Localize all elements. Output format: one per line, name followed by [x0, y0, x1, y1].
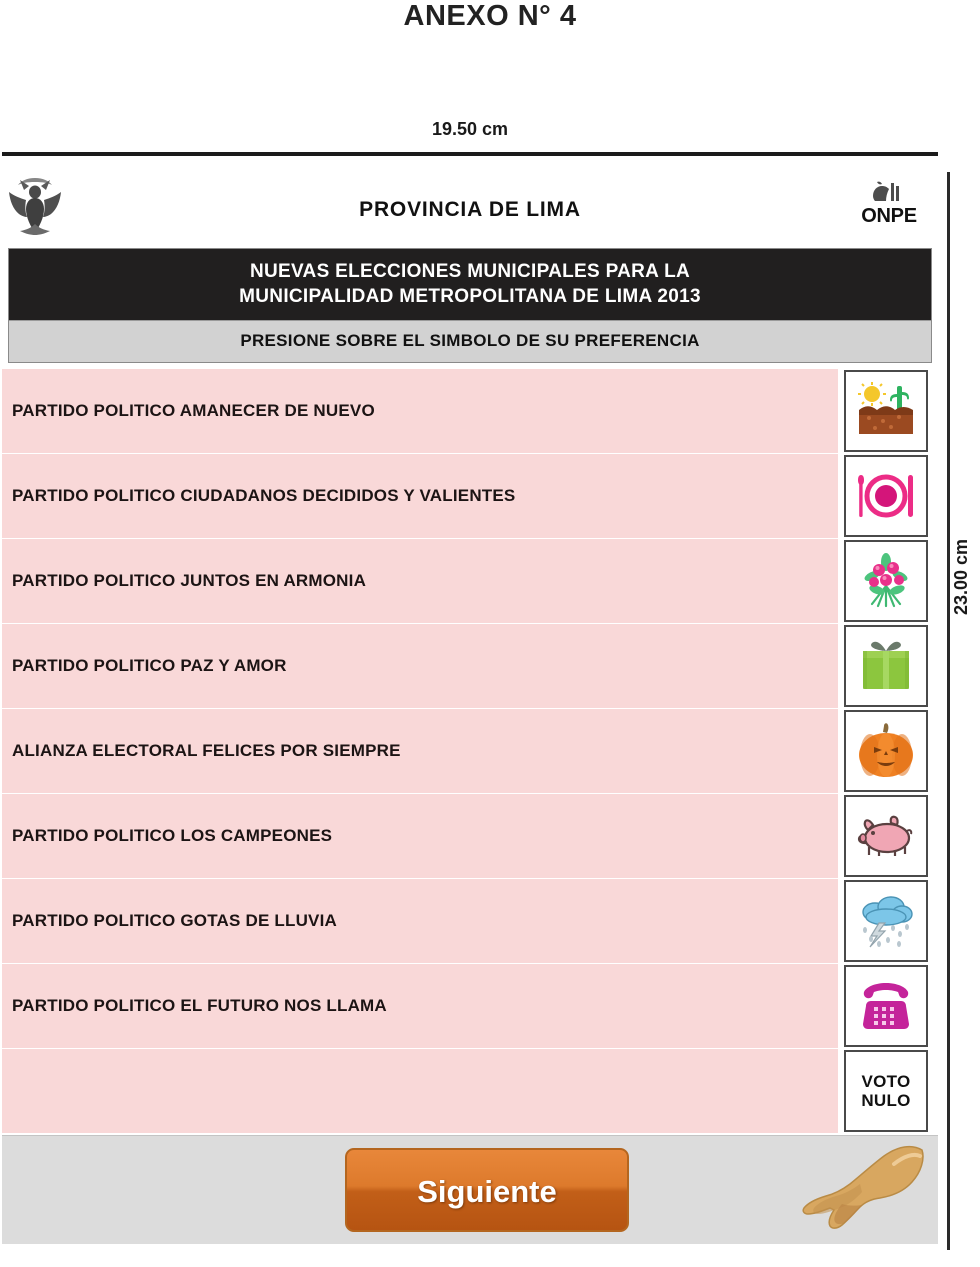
party-symbol-button[interactable] — [844, 625, 928, 707]
election-title-banner — [9, 249, 931, 320]
gift-box-icon — [855, 637, 917, 695]
party-name: PARTIDO POLITICO PAZ Y AMOR — [2, 624, 838, 708]
party-name: PARTIDO POLITICO CIUDADANOS DECIDIDOS Y VALIENTES — [2, 454, 838, 538]
action-bar — [2, 1135, 938, 1244]
pig-icon — [855, 807, 917, 865]
height-dimension-label: 23.00 cm — [951, 538, 971, 615]
party-row[interactable] — [2, 539, 938, 623]
plate-cutlery-icon — [855, 467, 917, 525]
party-list — [2, 369, 938, 1133]
party-symbol-button[interactable] — [844, 795, 928, 877]
onpe-wordmark: ONPE — [861, 205, 917, 227]
next-button[interactable]: Siguiente — [345, 1148, 629, 1232]
instruction-banner: PRESIONE SOBRE EL SIMBOLO DE SU PREFERENCIA — [9, 320, 931, 362]
ballot-header — [2, 168, 938, 248]
party-name: PARTIDO POLITICO LOS CAMPEONES — [2, 794, 838, 878]
rain-cloud-icon — [855, 892, 917, 950]
party-row[interactable] — [2, 369, 938, 453]
election-title-line-1: NUEVAS ELECCIONES MUNICIPALES PARA LA — [249, 261, 691, 282]
onpe-logo-icon — [869, 180, 909, 206]
null-vote-row[interactable] — [2, 1049, 938, 1133]
party-name — [2, 1049, 838, 1133]
party-row[interactable] — [2, 454, 938, 538]
page-title: ANEXO N° 4 — [403, 0, 577, 32]
party-symbol-button[interactable] — [844, 540, 928, 622]
party-row[interactable] — [2, 879, 938, 963]
pointing-hand-icon — [744, 1142, 934, 1242]
height-dimension-line — [947, 172, 950, 1250]
party-name: PARTIDO POLITICO EL FUTURO NOS LLAMA — [2, 964, 838, 1048]
ballot-banner — [8, 248, 932, 363]
sunrise-field-icon — [855, 382, 917, 440]
province-title: PROVINCIA DE LIMA — [359, 198, 581, 221]
party-name: ALIANZA ELECTORAL FELICES POR SIEMPRE — [2, 709, 838, 793]
onpe-logo — [850, 180, 928, 226]
party-row[interactable] — [2, 794, 938, 878]
party-symbol-button[interactable] — [844, 370, 928, 452]
pumpkin-icon — [855, 722, 917, 780]
flower-bouquet-icon — [855, 552, 917, 610]
voto-nulo-label — [861, 1072, 910, 1111]
voto-nulo-line-1: VOTO — [861, 1071, 911, 1091]
width-dimension-label: 19.50 cm — [431, 119, 509, 139]
party-symbol-button[interactable] — [844, 455, 928, 537]
party-name: PARTIDO POLITICO GOTAS DE LLUVIA — [2, 879, 838, 963]
voto-nulo-button[interactable] — [844, 1050, 928, 1132]
party-name: PARTIDO POLITICO JUNTOS EN ARMONIA — [2, 539, 838, 623]
telephone-icon — [855, 977, 917, 1035]
party-symbol-button[interactable] — [844, 965, 928, 1047]
ballot-sheet — [2, 168, 938, 1250]
voto-nulo-line-2: NULO — [861, 1091, 911, 1111]
party-symbol-button[interactable] — [844, 710, 928, 792]
party-symbol-button[interactable] — [844, 880, 928, 962]
election-title-line-2: MUNICIPALIDAD METROPOLITANA DE LIMA 2013 — [239, 286, 701, 308]
party-row[interactable] — [2, 709, 938, 793]
width-dimension-line — [2, 152, 938, 156]
party-name: PARTIDO POLITICO AMANECER DE NUEVO — [2, 369, 838, 453]
party-row[interactable] — [2, 964, 938, 1048]
party-row[interactable] — [2, 624, 938, 708]
